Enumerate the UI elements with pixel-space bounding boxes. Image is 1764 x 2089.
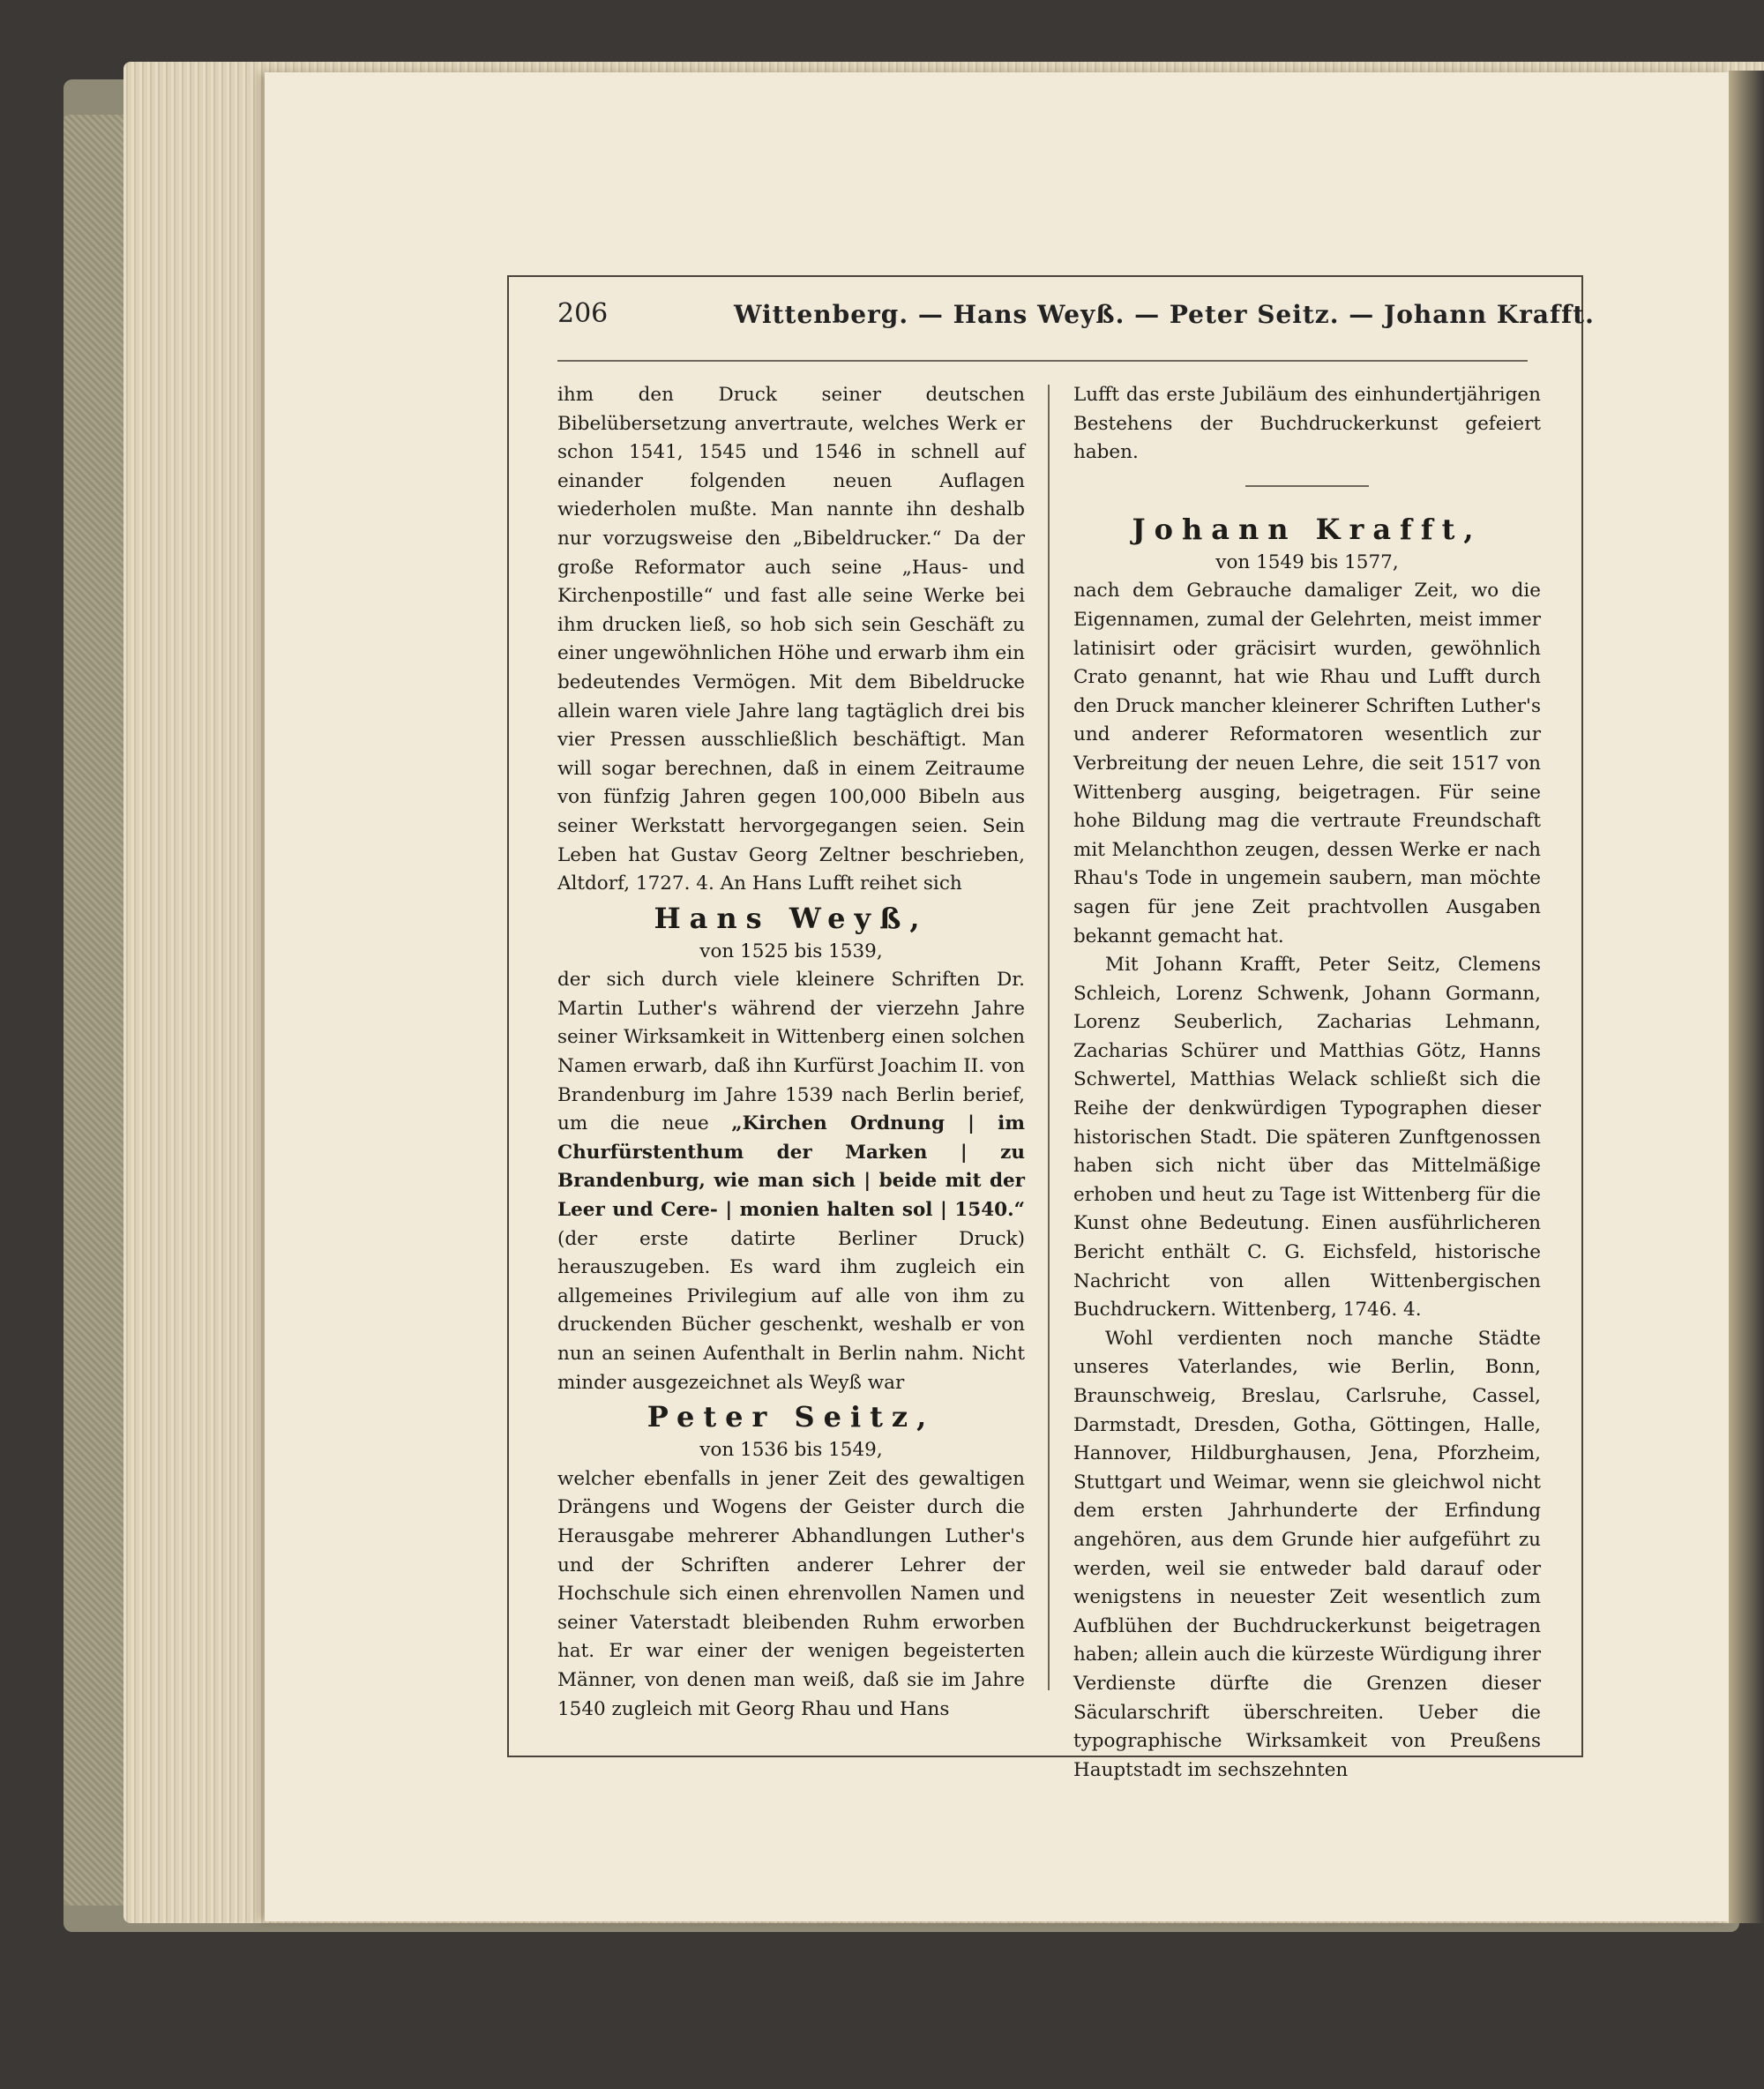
section-dates: von 1536 bis 1549, xyxy=(699,1439,883,1462)
paragraph-text: (der erste datirte Berliner Druck) herauszugeben. Es ward ihm zugleich ein allgemeines Privilegium auf alle von ihm zu druckenden Bücher geschenkt, weshalb er von nun an seinen Aufenthalt in Berlin nahm. Nicht minder ausgezeichnet als Weyß war xyxy=(557,1227,1025,1394)
section-heading-peter-seitz: Peter Seitz, xyxy=(647,1400,936,1434)
page-header xyxy=(557,298,1595,342)
section-heading-johann-krafft: Johann Krafft, xyxy=(1132,512,1483,546)
section-dates: von 1549 bis 1577, xyxy=(1215,550,1399,573)
running-title: Wittenberg. — Hans Weyß. — Peter Seitz. — Johann Krafft. xyxy=(734,300,1595,329)
book-title-quote: „Kirchen Ordnung | im Churfürstenthum der Marken | zu Brandenburg, wie man sich | beide mit der Leer und Cere- | monien halten sol | 1540.“ xyxy=(557,1112,1025,1222)
paragraph: Mit Johann Krafft, Peter Seitz, Clemens Schleich, Lorenz Schwenk, Johann Gormann, Lorenz Seuberlich, Zacharias Lehmann, Zacharias Schürer und Matthias Götz, Hanns Schwertel, Matthias Welack schließt sich die Reihe der denkwürdigen Typographen dieser historischen Stadt. Die späteren Zunftgenossen haben sich nicht über das Mittelmäßige erhoben und heut zu Tage ist Wittenberg für die Kunst ohne Bedeutung. Einen ausführlicheren Bericht enthält C. G. Eichsfeld, historische Nachricht von allen Wittenbergischen Buchdruckern. Wittenberg, 1746. 4. xyxy=(1073,954,1541,1322)
facing-page-edge xyxy=(1729,71,1764,1923)
book-cloth-binding xyxy=(64,115,125,1906)
right-column xyxy=(1073,381,1541,1785)
section-dates: von 1525 bis 1539, xyxy=(699,940,883,962)
left-column xyxy=(557,381,1025,1724)
paragraph xyxy=(557,966,1025,1397)
header-rule xyxy=(557,360,1528,362)
paragraph-text: der sich durch viele kleinere Schriften Dr. Martin Luther's während der vierzehn Jahre seiner Wirksamkeit in Wittenberg einen solchen Namen erwarb, daß ihn Kurfürst Joachim II. von Brandenburg im Jahre 1539 nach Berlin berief, um die neue xyxy=(557,969,1025,1135)
section-rule xyxy=(1245,485,1369,487)
paragraph: Wohl verdienten noch manche Städte unseres Vaterlandes, wie Berlin, Bonn, Braunschweig, Breslau, Carlsruhe, Cassel, Darmstadt, Dresden, Gotha, Göttingen, Halle, Hannover, Hildburghausen, Jena, Pforzheim, Stuttgart und Weimar, wenn sie gleichwol nicht dem ersten Jahrhunderte der Erfindung angehören, aus dem Grunde hier aufgeführt zu werden, weil sie entweder bald darauf oder wenigstens in neuester Zeit wesentlich zum Aufblühen der Buchdruckerkunst beigetragen haben; allein auch die kürzeste Würdigung ihrer Verdienste dürfte die Grenzen dieser Säcularschrift überschreiten. Ueber die typographische Wirksamkeit von Preußens Hauptstadt im sechszehnten xyxy=(1073,1327,1541,1781)
column-divider xyxy=(1048,385,1050,1690)
paragraph: welcher ebenfalls in jener Zeit des gewaltigen Drängens und Wogens der Geister durch die Herausgabe mehrerer Abhandlungen Luther's und der Schriften anderer Lehrer der Hochschule sich einen ehrenvollen Namen und seiner Vaterstadt bleibenden Ruhm erworben hat. Er war einer der wenigen begeisterten Männer, von denen man weiß, daß sie im Jahre 1540 zugleich mit Georg Rhau und Hans xyxy=(557,1467,1025,1720)
page-number: 206 xyxy=(557,298,609,329)
paragraph: nach dem Gebrauche damaliger Zeit, wo die Eigennamen, zumal der Gelehrten, meist immer latinisirt oder gräcisirt wurden, gewöhnlich Crato genannt, hat wie Rhau und Lufft durch den Druck mancher kleinerer Schriften Luther's und anderer Reformatoren wesentlich zur Verbreitung der neuen Lehre, die seit 1517 von Wittenberg ausging, beigetragen. Für seine hohe Bildung mag die vertraute Freundschaft mit Melanchthon zeugen, dessen Werke er nach Rhau's Tode in ungemein saubern, man möchte sagen für jene Zeit prachtvollen Ausgaben bekannt gemacht hat. xyxy=(1073,580,1541,947)
paragraph: Lufft das erste Jubiläum des einhundertjährigen Bestehens der Buchdruckerkunst gefeiert haben. xyxy=(1073,384,1541,464)
section-heading-hans-weyss: Hans Weyß, xyxy=(654,901,929,935)
paragraph: ihm den Druck seiner deutschen Bibelübersetzung anvertraute, welches Werk er schon 1541, 1545 und 1546 in schnell auf einander folgenden neuen Auflagen wiederholen mußte. Man nannte ihn deshalb nur vorzugsweise den „Bibeldrucker.“ Da der große Reformator auch seine „Haus- und Kirchenpostille“ und fast alle seine Werke bei ihm drucken ließ, so hob sich sein Geschäft zu einer ungewöhnlichen Höhe und erwarb ihm ein bedeutendes Vermögen. Mit dem Bibeldrucke allein waren viele Jahre lang tagtäglich drei bis vier Pressen ausschließlich beschäftigt. Man will sogar berechnen, daß in einem Zeitraume von fünfzig Jahren gegen 100,000 Bibeln aus seiner Werkstatt hervorgegangen seien. Sein Leben hat Gustav Georg Zeltner beschrieben, Altdorf, 1727. 4. An Hans Lufft reihet sich xyxy=(557,384,1025,895)
